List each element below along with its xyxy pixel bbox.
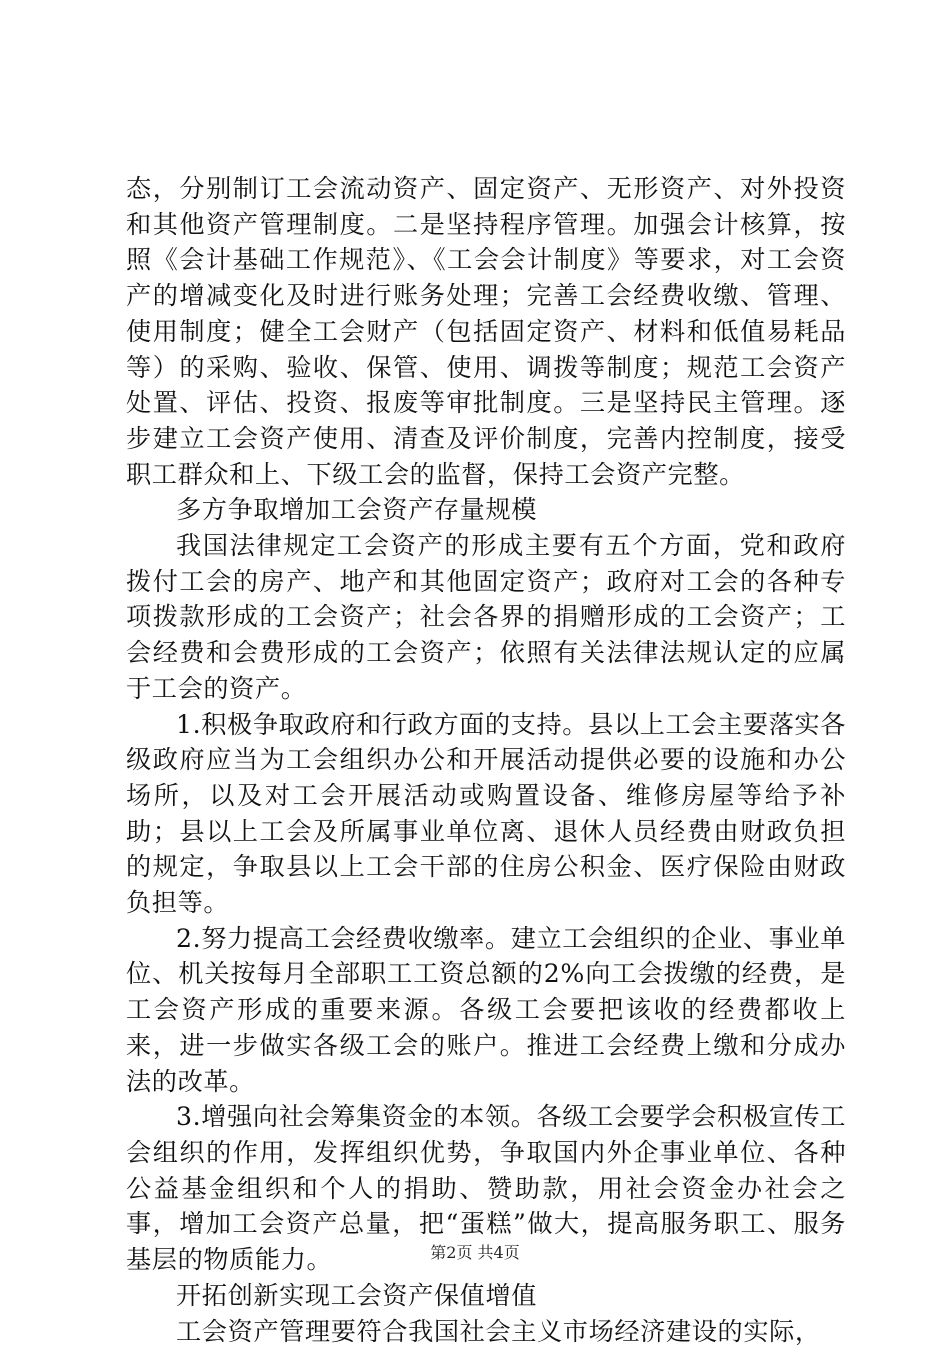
paragraph-item-2-collection-rate: 2.努力提高工会经费收缴率。建立工会组织的企业、事业单位、机关按每月全部职工工资总额的2%向工会拨缴的经费，是工会资产形成的重要来源。各级工会要把该收的经费都收上来，进一步做实各级工会的账户。推进工会经费上缴和分成办法的改革。 — [126, 921, 846, 1100]
page-number-footer: 第2页 共4页 — [0, 1243, 950, 1263]
paragraph-asset-management-systems: 态，分别制订工会流动资产、固定资产、无形资产、对外投资和其他资产管理制度。二是坚持程序管理。加强会计核算，按照《会计基础工作规范》、《工会会计制度》等要求，对工会资产的增减变化及时进行账务处理；完善工会经费收缴、管理、使用制度；健全工会财产（包括固定资产、材料和低值易耗品等）的采购、验收、保管、使用、调拨等制度；规范工会资产处置、评估、投资、报废等审批制度。三是坚持民主管理。逐步建立工会资产使用、清查及评价制度，完善内控制度，接受职工群众和上、下级工会的监督，保持工会资产完整。 — [126, 171, 846, 492]
section-heading-increase-assets: 多方争取增加工会资产存量规模 — [126, 492, 846, 528]
document-body — [126, 171, 846, 1349]
paragraph-item-1-government-support: 1.积极争取政府和行政方面的支持。县以上工会主要落实各级政府应当为工会组织办公和开展活动提供必要的设施和办公场所，以及对工会开展活动或购置设备、维修房屋等给予补助；县以上工会及所属事业单位离、退休人员经费由财政负担的规定，争取县以上工会干部的住房公积金、医疗保险由财政负担等。 — [126, 707, 846, 921]
paragraph-item-3-social-funding: 3.增强向社会筹集资金的本领。各级工会要学会积极宣传工会组织的作用，发挥组织优势，争取国内外企事业单位、各种公益基金组织和个人的捐助、赞助款，用社会资金办社会之事，增加工会资产总量，把“蛋糕”做大，提高服务职工、服务基层的物质能力。 — [126, 1099, 846, 1278]
section-heading-value-preservation: 开拓创新实现工会资产保值增值 — [126, 1278, 846, 1314]
paragraph-market-economy: 工会资产管理要符合我国社会主义市场经济建设的实际， — [126, 1314, 846, 1349]
paragraph-asset-sources: 我国法律规定工会资产的形成主要有五个方面，党和政府拨付工会的房产、地产和其他固定资产；政府对工会的各种专项拨款形成的工会资产；社会各界的捐赠形成的工会资产；工会经费和会费形成的工会资产；依照有关法律法规认定的应属于工会的资产。 — [126, 528, 846, 707]
